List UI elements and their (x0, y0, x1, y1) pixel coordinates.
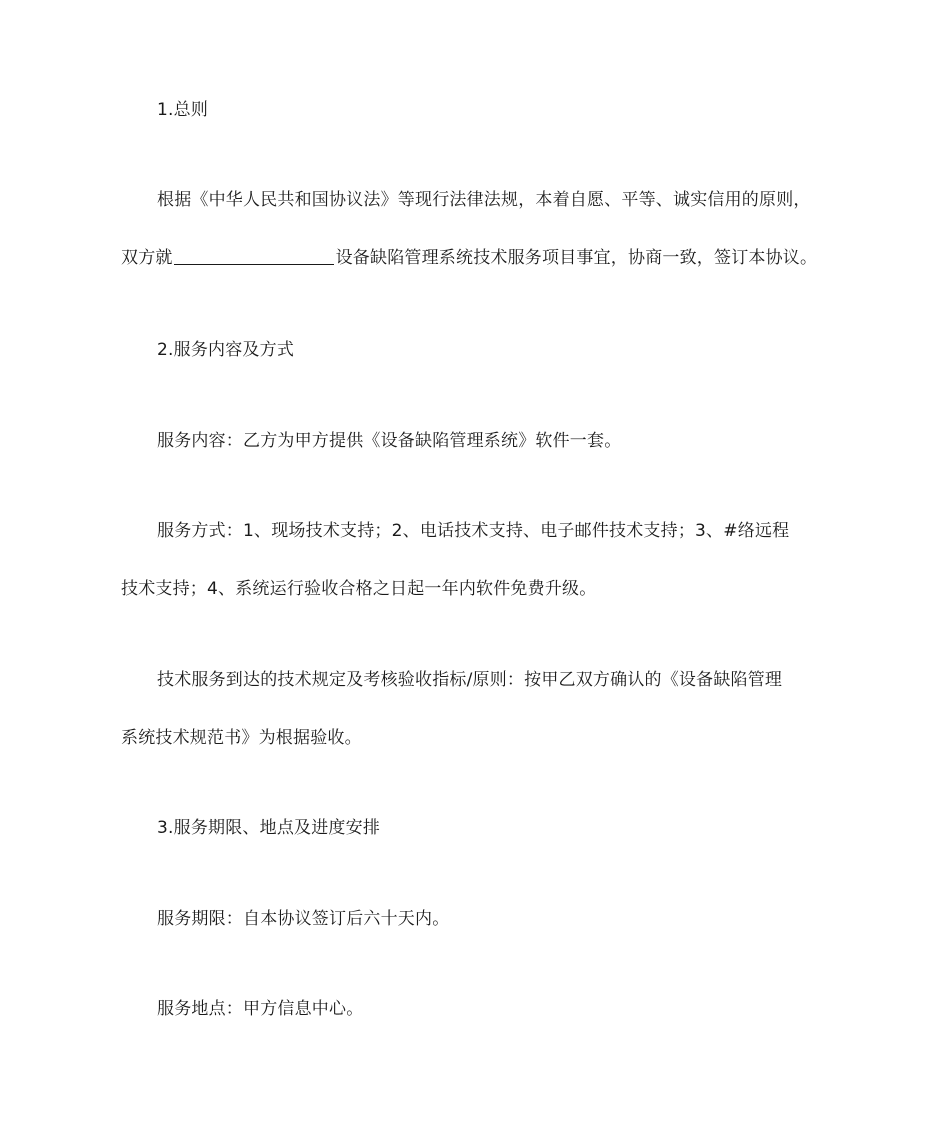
service-location: 服务地点：甲方信息中心。 (157, 999, 364, 1019)
service-method-line-2: 技术支持；4、系统运行验收合格之日起一年内软件免费升级。 (121, 579, 597, 599)
service-method-line-1: 服务方式：1、现场技术支持；2、电话技术支持、电子邮件技术支持；3、#络远程 (157, 521, 790, 541)
section-1-paragraph-line-1: 根据《中华人民共和国协议法》等现行法律法规，本着自愿、平等、诚实信用的原则， (157, 190, 811, 210)
fill-in-blank (174, 246, 334, 265)
section-2-heading: 2.服务内容及方式 (157, 340, 295, 360)
service-content: 服务内容：乙方为甲方提供《设备缺陷管理系统》软件一套。 (157, 431, 622, 451)
paragraph-suffix: 设备缺陷管理系统技术服务项目事宜，协商一致，签订本协议。 (335, 248, 818, 268)
section-3-heading: 3.服务期限、地点及进度安排 (157, 818, 381, 838)
service-period: 服务期限：自本协议签订后六十天内。 (157, 909, 450, 929)
section-1-heading: 1.总则 (157, 100, 209, 120)
acceptance-criteria-line-2: 系统技术规范书》为根据验收。 (121, 728, 362, 748)
acceptance-criteria-line-1: 技术服务到达的技术规定及考核验收指标/原则：按甲乙双方确认的《设备缺陷管理 (157, 670, 783, 690)
paragraph-prefix: 双方就 (121, 248, 173, 268)
section-1-paragraph-line-2 (121, 246, 833, 270)
